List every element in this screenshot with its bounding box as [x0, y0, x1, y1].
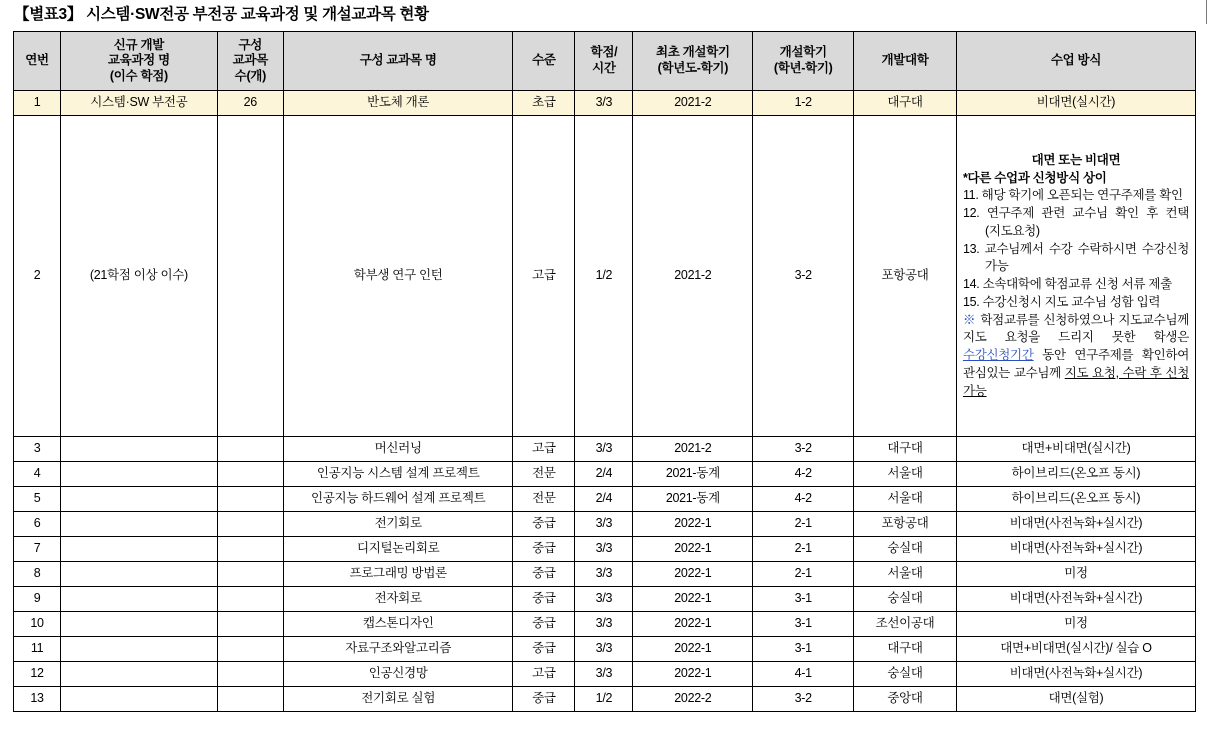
- cell-no: 9: [14, 587, 61, 612]
- list-item: 13. 교수님께서 수강 수락하시면 수강신청 가능: [962, 241, 1189, 274]
- cell-university: 포항공대: [854, 116, 957, 437]
- cell-open-term: 2-1: [753, 512, 854, 537]
- header-line: (이수 학점): [109, 68, 168, 83]
- header-line: 개설학기: [779, 45, 827, 60]
- table-row: [14, 487, 1196, 512]
- cell-method: 비대면(사전녹화+실시간): [956, 512, 1195, 537]
- cell-university: 조선이공대: [854, 612, 957, 637]
- cell-first-term: 2022-1: [633, 612, 753, 637]
- table-row: [14, 116, 1196, 437]
- cell-credit: 3/3: [575, 512, 633, 537]
- cell-level: 초급: [513, 91, 575, 116]
- cell-open-term: 3-2: [753, 437, 854, 462]
- cell-open-term: 3-1: [753, 587, 854, 612]
- header-line: 시간: [592, 61, 616, 75]
- cell-open-term: 4-2: [753, 487, 854, 512]
- column-header-level: [513, 32, 575, 91]
- cell-count: [217, 637, 283, 662]
- cell-level: 중급: [513, 637, 575, 662]
- cell-level: 중급: [513, 537, 575, 562]
- table-row: [14, 687, 1196, 712]
- cell-major: [61, 512, 217, 537]
- cell-credit: 1/2: [575, 687, 633, 712]
- column-header-method: [956, 32, 1195, 91]
- table-row: [14, 437, 1196, 462]
- cell-first-term: 2022-1: [633, 662, 753, 687]
- method-note: [963, 312, 1189, 401]
- table-header: [14, 32, 1196, 91]
- cell-level: 전문: [513, 487, 575, 512]
- cell-first-term: 2022-1: [633, 587, 753, 612]
- cell-university: 서울대: [854, 562, 957, 587]
- header-line: 구성 교과목 명: [359, 53, 437, 68]
- cell-major: (21학점 이상 이수): [61, 116, 217, 437]
- cell-first-term: 2022-1: [633, 562, 753, 587]
- cell-count: [217, 662, 283, 687]
- cell-open-term: 4-2: [753, 462, 854, 487]
- cell-method: 하이브리드(온오프 동시): [956, 487, 1195, 512]
- header-line: (학년도-학기): [657, 61, 729, 75]
- cell-credit: 3/3: [575, 587, 633, 612]
- cell-subject: 인공지능 하드웨어 설계 프로젝트: [284, 487, 513, 512]
- cell-count: [217, 612, 283, 637]
- cell-university: 포항공대: [854, 512, 957, 537]
- cell-open-term: 2-1: [753, 537, 854, 562]
- cell-method: 비대면(사전녹화+실시간): [956, 537, 1195, 562]
- cell-level: 중급: [513, 587, 575, 612]
- cell-credit: 2/4: [575, 487, 633, 512]
- page-title: 【별표3】 시스템·SW전공 부전공 교육과정 및 개설교과목 현황: [14, 6, 429, 23]
- cell-count: [217, 487, 283, 512]
- list-item: 14. 소속대학에 학점교류 신청 서류 제출: [962, 277, 1172, 291]
- cell-subject: 캡스톤디자인: [284, 612, 513, 637]
- cell-method: 미정: [956, 612, 1195, 637]
- cell-university: 대구대: [854, 437, 957, 462]
- header-row: [14, 32, 1196, 91]
- cell-no: 5: [14, 487, 61, 512]
- cell-level: 중급: [513, 687, 575, 712]
- cell-count: [217, 587, 283, 612]
- method-detail-block: [959, 152, 1193, 401]
- cell-credit: 3/3: [575, 612, 633, 637]
- cell-university: 중앙대: [854, 687, 957, 712]
- table-body: [14, 91, 1196, 712]
- header-line: 수(개): [234, 68, 266, 83]
- cell-first-term: 2022-2: [633, 687, 753, 712]
- table-row: [14, 612, 1196, 637]
- cell-subject: 전기회로 실험: [284, 687, 513, 712]
- cell-count: [217, 687, 283, 712]
- cell-count: [217, 562, 283, 587]
- cell-level: 고급: [513, 437, 575, 462]
- cell-method: 대면(실험): [956, 687, 1195, 712]
- table-row: [14, 662, 1196, 687]
- method-heading: 대면 또는 비대면: [1031, 152, 1121, 167]
- cell-count: 26: [217, 91, 283, 116]
- cell-count: [217, 462, 283, 487]
- header-line: 교과목: [232, 53, 268, 68]
- cell-no: 13: [14, 687, 61, 712]
- cell-subject: 학부생 연구 인턴: [284, 116, 513, 437]
- cell-first-term: 2021-2: [633, 91, 753, 116]
- note-underline: 지도 요청, 수락 후 신청 가능: [962, 365, 1189, 398]
- cell-open-term: 3-2: [753, 687, 854, 712]
- cell-no: 4: [14, 462, 61, 487]
- table-row: [14, 537, 1196, 562]
- margin-rule: [1206, 0, 1207, 24]
- cell-method: 비대면(사전녹화+실시간): [956, 662, 1195, 687]
- header-line: 연번: [25, 53, 49, 68]
- table-row: [14, 562, 1196, 587]
- table-row: [14, 637, 1196, 662]
- cell-subject: 반도체 개론: [284, 91, 513, 116]
- cell-open-term: 3-2: [753, 116, 854, 437]
- header-line: 최초 개설학기: [655, 45, 730, 60]
- cell-university: 대구대: [854, 91, 957, 116]
- cell-subject: 머신러닝: [284, 437, 513, 462]
- cell-university: 숭실대: [854, 537, 957, 562]
- header-line: 학점/: [590, 45, 618, 60]
- cell-credit: 2/4: [575, 462, 633, 487]
- cell-major: 시스템·SW 부전공: [61, 91, 217, 116]
- cell-count: [217, 116, 283, 437]
- cell-method: 대면+비대면(실시간): [956, 437, 1195, 462]
- note-highlight: 수강신청기간: [962, 348, 1034, 362]
- column-header-first-term: [633, 32, 753, 91]
- cell-level: 중급: [513, 612, 575, 637]
- cell-credit: 3/3: [575, 562, 633, 587]
- cell-no: 1: [14, 91, 61, 116]
- column-header-no: [14, 32, 61, 91]
- cell-major: [61, 537, 217, 562]
- cell-credit: 3/3: [575, 91, 633, 116]
- cell-open-term: 3-1: [753, 637, 854, 662]
- list-item: 12. 연구주제 관련 교수님 확인 후 컨택(지도요청): [962, 206, 1189, 238]
- cell-method: 하이브리드(온오프 동시): [956, 462, 1195, 487]
- cell-major: [61, 637, 217, 662]
- cell-level: 중급: [513, 512, 575, 537]
- cell-no: 10: [14, 612, 61, 637]
- table-row: [14, 462, 1196, 487]
- note-text: 학점교류를 신청하였으나 지도교수님께 지도 요청을 드리지 못한 학생은: [962, 312, 1190, 345]
- cell-major: [61, 687, 217, 712]
- cell-first-term: 2022-1: [633, 537, 753, 562]
- cell-method: 비대면(사전녹화+실시간): [956, 587, 1195, 612]
- note-mark-icon: ※: [962, 312, 977, 327]
- cell-credit: 3/3: [575, 537, 633, 562]
- cell-no: 3: [14, 437, 61, 462]
- cell-first-term: 2022-1: [633, 512, 753, 537]
- cell-first-term: 2021-2: [633, 116, 753, 437]
- cell-subject: 디지털논리회로: [284, 537, 513, 562]
- cell-university: 서울대: [854, 487, 957, 512]
- cell-no: 7: [14, 537, 61, 562]
- cell-first-term: 2021-동계: [633, 487, 753, 512]
- cell-level: 고급: [513, 662, 575, 687]
- cell-university: 대구대: [854, 637, 957, 662]
- cell-major: [61, 612, 217, 637]
- cell-major: [61, 487, 217, 512]
- cell-university: 숭실대: [854, 662, 957, 687]
- cell-subject: 전기회로: [284, 512, 513, 537]
- column-header-credit: [575, 32, 633, 91]
- cell-method-detail: [956, 116, 1195, 437]
- cell-credit: 3/3: [575, 437, 633, 462]
- table-row: [14, 91, 1196, 116]
- header-line: 구성: [238, 37, 263, 52]
- cell-count: [217, 512, 283, 537]
- cell-open-term: 3-1: [753, 612, 854, 637]
- cell-no: 2: [14, 116, 61, 437]
- cell-level: 중급: [513, 562, 575, 587]
- cell-no: 11: [14, 637, 61, 662]
- cell-subject: 자료구조와알고리즘: [284, 637, 513, 662]
- cell-subject: 인공지능 시스템 설계 프로젝트: [284, 462, 513, 487]
- cell-count: [217, 537, 283, 562]
- header-line: 교육과정 명: [107, 53, 170, 68]
- note-text: 동안 연구주제를 확인하여 관심있는 교수님께: [962, 348, 1189, 380]
- cell-major: [61, 562, 217, 587]
- column-header-open-term: [753, 32, 854, 91]
- table-row: [14, 512, 1196, 537]
- cell-subject: 인공신경망: [284, 662, 513, 687]
- cell-university: 숭실대: [854, 587, 957, 612]
- table-row: [14, 587, 1196, 612]
- cell-open-term: 1-2: [753, 91, 854, 116]
- cell-level: 고급: [513, 116, 575, 437]
- cell-subject: 프로그래밍 방법론: [284, 562, 513, 587]
- cell-major: [61, 662, 217, 687]
- cell-university: 서울대: [854, 462, 957, 487]
- header-line: 신규 개발: [113, 37, 164, 52]
- column-header-university: [854, 32, 957, 91]
- cell-credit: 1/2: [575, 116, 633, 437]
- method-subheading: *다른 수업과 신청방식 상이: [962, 170, 1107, 185]
- cell-major: [61, 437, 217, 462]
- cell-no: 8: [14, 562, 61, 587]
- cell-no: 6: [14, 512, 61, 537]
- column-header-major: [61, 32, 217, 91]
- cell-first-term: 2021-2: [633, 437, 753, 462]
- cell-method: 대면+비대면(실시간)/ 실습 O: [956, 637, 1195, 662]
- cell-first-term: 2022-1: [633, 637, 753, 662]
- cell-open-term: 4-1: [753, 662, 854, 687]
- column-header-subject: [284, 32, 513, 91]
- header-line: 수준: [532, 53, 556, 68]
- cell-method: 미정: [956, 562, 1195, 587]
- curriculum-table: [13, 31, 1196, 712]
- cell-major: [61, 462, 217, 487]
- header-line: (학년-학기): [773, 61, 833, 75]
- cell-count: [217, 437, 283, 462]
- cell-first-term: 2021-동계: [633, 462, 753, 487]
- cell-level: 전문: [513, 462, 575, 487]
- cell-no: 12: [14, 662, 61, 687]
- cell-method: 비대면(실시간): [956, 91, 1195, 116]
- list-item: 11. 해당 학기에 오픈되는 연구주제를 확인: [962, 188, 1183, 203]
- header-line: 개발대학: [881, 53, 929, 68]
- header-line: 수업 방식: [1050, 53, 1102, 68]
- cell-credit: 3/3: [575, 662, 633, 687]
- cell-subject: 전자회로: [284, 587, 513, 612]
- method-step-list: [963, 187, 1189, 311]
- cell-open-term: 2-1: [753, 562, 854, 587]
- column-header-count: [217, 32, 283, 91]
- cell-major: [61, 587, 217, 612]
- list-item: 15. 수강신청시 지도 교수님 성함 입력: [962, 294, 1161, 309]
- cell-credit: 3/3: [575, 637, 633, 662]
